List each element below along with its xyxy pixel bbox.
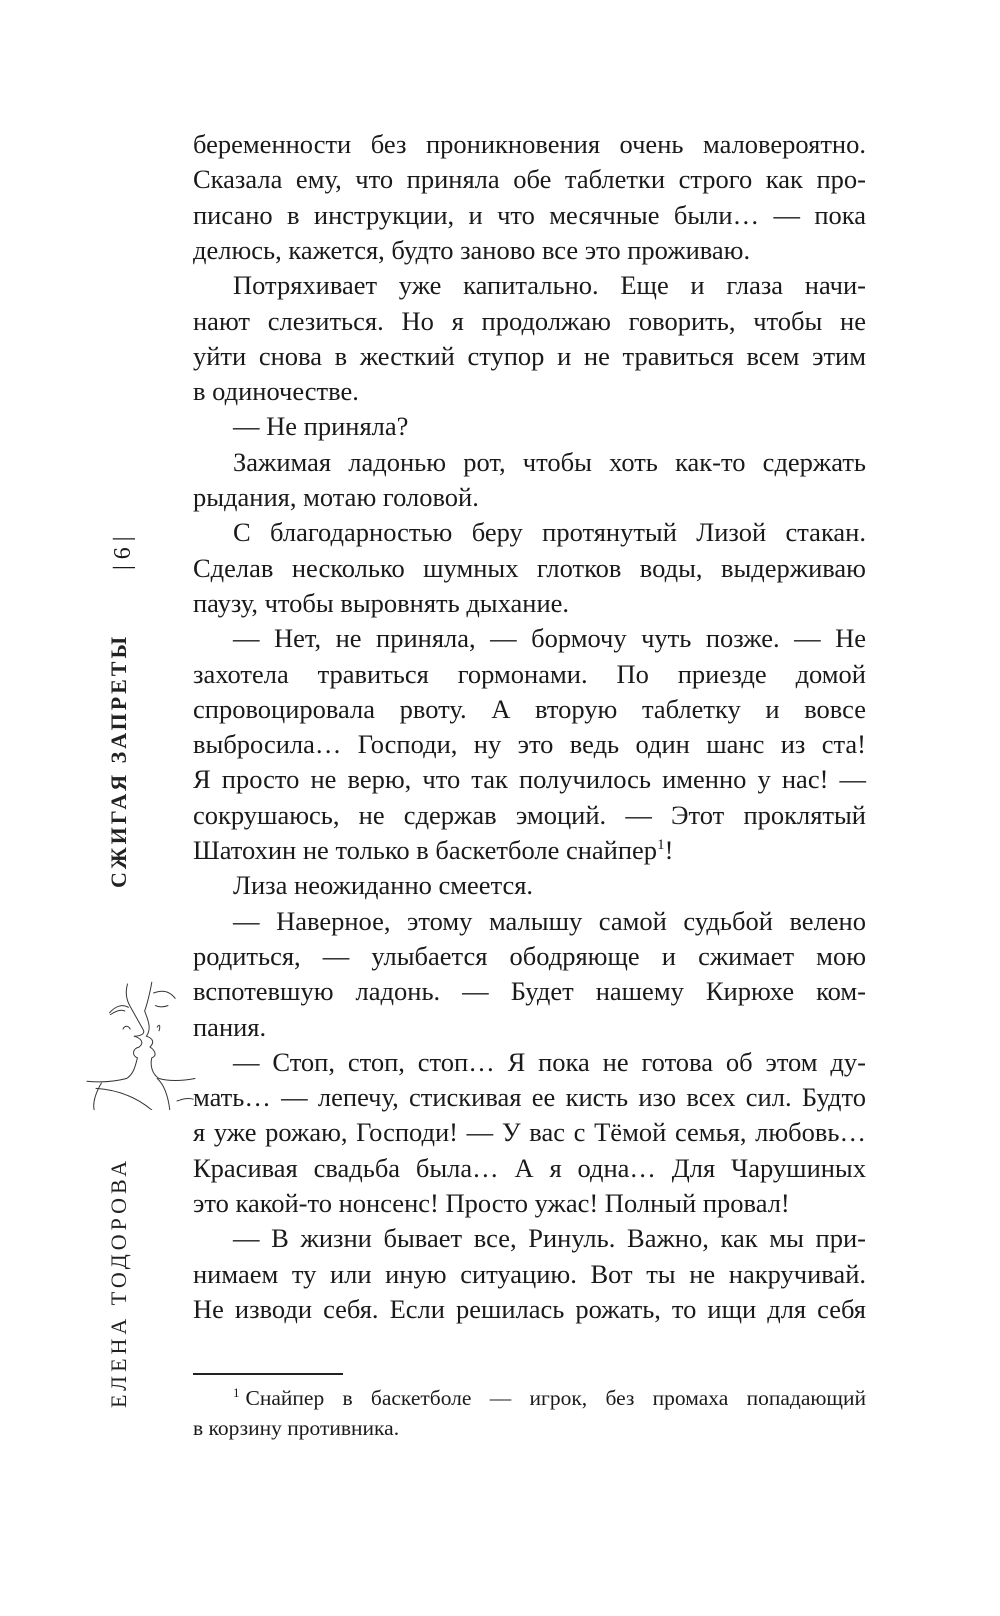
text-line-content: делюсь, кажется, будто заново все это проживаю. — [193, 234, 751, 265]
text-line-content: Я просто не верю, что так получилось именно у нас! — — [193, 764, 866, 795]
text-line-content: спровоцировала рвоту. А вторую таблетку и вовсе — [193, 693, 866, 724]
text-line-content: паузу, чтобы выровнять дыхание. — [193, 587, 570, 618]
text-line — [193, 761, 866, 797]
text-line-content: Сказала ему, что приняла обе таблетки строго как про- — [193, 164, 866, 195]
text-line — [193, 1291, 866, 1327]
text-line — [233, 1220, 866, 1256]
text-line — [193, 232, 866, 268]
footnote-text-cont: в корзину противника. — [193, 1416, 400, 1440]
text-line — [193, 126, 866, 162]
text-line-content: — Наверное, этому малышу самой судьбой велено — [233, 905, 866, 936]
text-line — [233, 267, 866, 303]
text-line-content: рыдания, мотаю головой. — [193, 482, 479, 512]
text-line — [193, 938, 866, 974]
text-line-content: Зажимая ладонью рот, чтобы хоть как-то сдержать — [233, 446, 866, 477]
text-line-content: захотела травиться гормонами. По приезде домой — [193, 658, 866, 689]
text-line — [233, 903, 866, 939]
footnote-reference[interactable]: 1 — [657, 837, 665, 853]
text-line — [193, 1114, 866, 1150]
text-line-content: — Нет, не приняла, — бормочу чуть позже. — Не — [233, 623, 866, 654]
text-line — [233, 620, 866, 656]
text-line — [193, 550, 866, 586]
text-line-content: вспотевшую ладонь. — Будет нашему Кирюхе ком- — [193, 976, 866, 1007]
book-title: СЖИГАЯ ЗАПРЕТЫ — [106, 633, 131, 888]
text-line-content: нают слезиться. Но я продолжаю говорить, чтобы не — [193, 305, 866, 336]
text-line — [193, 479, 866, 515]
text-line — [193, 832, 866, 868]
text-line-content: Не изводи себя. Если решилась рожать, то ищи для себя — [193, 1293, 866, 1324]
text-line-content: Потряхивает уже капитально. Еще и глаза начи- — [233, 270, 866, 301]
text-line-content: — В жизни бывает все, Ринуль. Важно, как мы при- — [233, 1223, 866, 1254]
text-line — [233, 867, 866, 903]
text-line-content: — Стоп, стоп, стоп… Я пока не готова об этом ду- — [233, 1046, 866, 1077]
footnote-divider — [193, 1373, 343, 1375]
text-line — [193, 1150, 866, 1186]
text-line-content: в одиночестве. — [193, 376, 359, 407]
text-line — [193, 1079, 866, 1115]
text-line-content: мать… — лепечу, стискивая ее кисть изо всех сил. Будто — [193, 1082, 866, 1113]
text-line — [193, 1185, 866, 1221]
text-line-content: выбросила… Господи, ну это ведь один шанс из ста! — [193, 729, 866, 760]
text-line — [233, 444, 866, 480]
text-line-content: — Не приняла? — [233, 411, 409, 442]
text-line-content: Лиза неожиданно смеется. — [233, 870, 534, 901]
text-line-content: родиться, — улыбается ободряюще и сжимает мою — [193, 940, 866, 971]
text-line — [193, 1009, 866, 1045]
text-line-content: я уже рожаю, Господи! — У вас с Тёмой семья, любовь… — [193, 1117, 866, 1148]
text-line — [193, 585, 866, 621]
text-line — [193, 303, 866, 339]
text-line-content: это какой-то нонсенс! Просто ужас! Полный провал! — [193, 1188, 790, 1218]
text-line — [193, 1256, 866, 1292]
text-line-content: уйти снова в жесткий ступор и не травиться всем этим — [193, 340, 866, 371]
footnote-marker: 1 — [233, 1385, 240, 1400]
kissing-couple-illustration-icon — [62, 930, 202, 1110]
text-line-content: беременности без проникновения очень маловероятно. — [193, 129, 866, 159]
footnote-line-2 — [193, 1413, 399, 1443]
text-line-content: нимаем ту или иную ситуацию. Вот ты не накручивай. — [193, 1258, 866, 1289]
text-line-content: пания. — [193, 1011, 267, 1042]
page-number-text: | 6 | — [110, 536, 136, 570]
text-line — [193, 691, 866, 727]
text-line — [193, 656, 866, 692]
text-line-tail: ! — [664, 835, 674, 865]
text-line-content: сокрушаюсь, не сдержав эмоций. — Этот проклятый — [193, 799, 866, 830]
text-line-content: писано в инструкции, и что месячные были… — пока — [193, 199, 866, 230]
text-line — [193, 973, 866, 1009]
text-line — [193, 161, 866, 197]
text-line — [233, 1044, 866, 1080]
text-line-content: С благодарностью беру протянутый Лизой стакан. — [233, 517, 866, 548]
text-line — [193, 797, 866, 833]
text-line — [193, 197, 866, 233]
page-number — [110, 522, 136, 572]
text-line-content: Сделав несколько шумных глотков воды, выдерживаю — [193, 552, 866, 583]
text-line — [193, 726, 866, 762]
text-line — [193, 338, 866, 374]
author-name: ЕЛЕНА ТОДОРОВА — [106, 1156, 131, 1408]
text-line-content: Красивая свадьба была… А я одна… Для Чарушиных — [193, 1152, 866, 1183]
text-line — [233, 408, 866, 444]
footnote-text: Снайпер в баскетболе — игрок, без промаха попадающий — [245, 1386, 866, 1410]
text-line — [233, 514, 866, 550]
text-line — [193, 373, 866, 409]
footnote-line-1 — [233, 1383, 866, 1413]
text-line-content: Шатохин не только в баскетболе снайпер — [193, 835, 658, 865]
